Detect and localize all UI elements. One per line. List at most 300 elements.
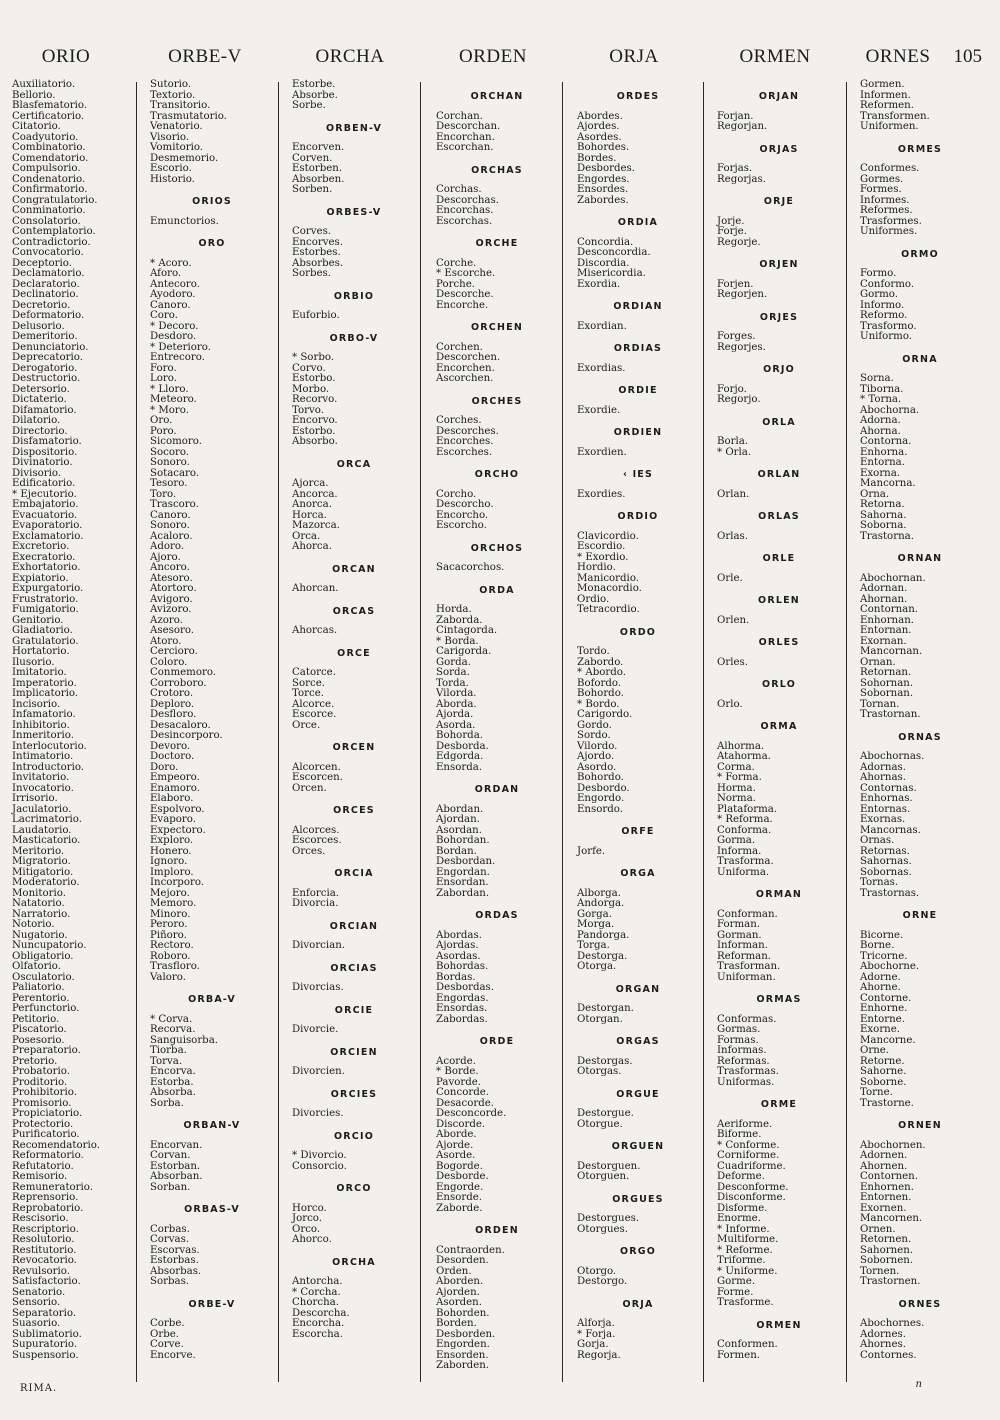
word-entry: Enorme.	[717, 1213, 761, 1224]
word-entry: Uniforman.	[717, 971, 776, 983]
word-entry: Absorban.	[150, 1171, 203, 1182]
word-entry: Tetracordio.	[577, 604, 640, 615]
word-entry: Doro.	[150, 761, 179, 773]
word-entry: Engorde.	[436, 1181, 484, 1193]
word-entry: Bordas.	[436, 971, 476, 983]
word-entry: Deforme.	[717, 1171, 765, 1182]
section-heading: ORCHO	[474, 469, 520, 480]
column-divider	[278, 82, 279, 1382]
word-entry: Declamatorio.	[12, 268, 85, 279]
word-entry: Execratorio.	[12, 551, 76, 563]
word-entry: Obligatorio.	[12, 950, 74, 962]
word-entry: Enhornan.	[860, 614, 914, 626]
word-entry: Interlocutorio.	[12, 740, 87, 752]
word-entry: Inmeritorio.	[12, 730, 74, 741]
word-entry: Adorne.	[860, 971, 901, 983]
word-entry: Espolvoro.	[150, 803, 205, 815]
word-entry: Gorga.	[577, 908, 612, 920]
word-entry: Absorben.	[292, 173, 345, 185]
word-entry: Dilatorio.	[12, 415, 61, 426]
word-entry: Enhornas.	[860, 793, 913, 804]
word-entry: Trasforman.	[717, 961, 781, 972]
word-entry: Tiorba.	[150, 1045, 187, 1056]
word-entry: Divisorio.	[12, 467, 62, 479]
word-entry: Acaloro.	[150, 530, 193, 542]
word-entry: Sorbe.	[292, 100, 326, 111]
word-entry: Estorbes.	[292, 247, 341, 258]
word-entry: Regorjan.	[717, 121, 768, 132]
word-entry: Borden.	[436, 1318, 477, 1329]
word-entry: Piñoro.	[150, 929, 187, 941]
word-entry: Soborna.	[860, 520, 907, 531]
word-entry: Rectoro.	[150, 940, 194, 951]
word-entry: Sobornen.	[860, 1255, 914, 1266]
word-entry: * Moro.	[150, 404, 189, 416]
word-entry: Moderatorio.	[12, 877, 80, 888]
word-entry: Sutorio.	[150, 79, 192, 90]
footer-mark: n	[915, 1379, 922, 1390]
word-entry: Horco.	[292, 1202, 327, 1214]
word-entry: Ahornen.	[860, 1160, 908, 1172]
word-entry: Bellorio.	[12, 89, 56, 101]
word-entry: Desconforme.	[717, 1181, 789, 1193]
word-entry: Zaborde.	[436, 1202, 483, 1214]
word-entry: Gorja.	[577, 1339, 609, 1350]
word-entry: Desborde.	[436, 1171, 489, 1182]
word-entry: * Orla.	[717, 446, 752, 458]
word-entry: Contornas.	[860, 782, 917, 794]
word-entry: Forje.	[717, 226, 747, 237]
word-entry: Encorven.	[292, 142, 345, 153]
word-entry: Incorporo.	[150, 877, 205, 888]
word-entry: Monitorio.	[12, 887, 66, 899]
word-entry: * Decoro.	[150, 320, 199, 332]
section-heading: ORGAN	[615, 983, 661, 995]
word-entry: Conformo.	[860, 278, 915, 290]
word-entry: Gorman.	[717, 929, 762, 941]
word-entry: Dictaterio.	[12, 394, 67, 405]
word-entry: Corchen.	[436, 341, 483, 353]
word-entry: Directorio.	[12, 425, 68, 437]
word-entry: Edgorda.	[436, 751, 484, 762]
word-entry: Engorden.	[436, 1339, 490, 1350]
word-entry: Corma.	[717, 761, 755, 773]
word-entry: Desmemorio.	[150, 152, 219, 164]
word-entry: Sorban.	[150, 1181, 191, 1193]
word-entry: Implicatorio.	[12, 688, 79, 699]
word-entry: Adorna.	[860, 415, 901, 426]
word-entry: Imperatorio.	[12, 677, 77, 689]
word-entry: Engordo.	[577, 793, 625, 804]
word-entry: Informes.	[860, 194, 910, 206]
column-header: ORIO	[41, 46, 91, 67]
word-entry: Bohordas.	[436, 961, 489, 972]
word-entry: Abochorne.	[860, 961, 920, 972]
word-entry: * Reforme.	[717, 1244, 773, 1256]
word-entry: Ayodoro.	[150, 289, 196, 300]
word-entry: Declinatorio.	[12, 289, 79, 300]
word-entry: Incisorio.	[12, 698, 61, 710]
word-entry: Informan.	[717, 940, 768, 951]
section-heading: ORCAS	[332, 605, 376, 617]
section-heading: ORCHAN	[470, 91, 524, 102]
word-entry: Ancorca.	[292, 488, 338, 500]
word-entry: Uniformas.	[717, 1076, 775, 1088]
word-entry: Desborda.	[436, 740, 489, 752]
word-entry: Abochornen.	[860, 1139, 926, 1151]
word-entry: Concorde.	[436, 1087, 489, 1098]
column-divider	[562, 82, 563, 1382]
word-entry: Mancorna.	[860, 478, 916, 489]
word-entry: Alcorcen.	[292, 761, 341, 773]
section-heading: ORGUE	[616, 1088, 660, 1100]
word-entry: Paliatorio.	[12, 982, 65, 993]
word-entry: Deploro.	[150, 698, 195, 710]
word-entry: Soborne.	[860, 1076, 907, 1088]
word-entry: Citatorio.	[12, 121, 61, 132]
word-entry: Invitatorio.	[12, 772, 70, 783]
word-entry: Bordan.	[436, 845, 477, 857]
word-entry: Derogatorio.	[12, 362, 78, 374]
word-entry: Azoro.	[150, 614, 183, 626]
word-entry: Descorchan.	[436, 121, 501, 132]
word-entry: Auxiliatorio.	[12, 79, 76, 90]
word-entry: Forme.	[717, 1286, 754, 1298]
section-heading: ORBES-V	[326, 206, 382, 218]
word-entry: Corve.	[150, 1339, 184, 1350]
word-entry: Rescriptorio.	[12, 1223, 79, 1235]
word-entry: Otorgas.	[577, 1066, 622, 1077]
word-entry: Exordia.	[577, 278, 621, 290]
word-entry: Asordo.	[577, 761, 617, 773]
word-entry: Orce.	[292, 719, 321, 731]
word-entry: Gormas.	[717, 1024, 761, 1035]
word-entry: Orcen.	[292, 782, 327, 794]
word-entry: Ahorne.	[860, 982, 901, 993]
section-heading: ORJA	[622, 1298, 654, 1310]
word-column	[860, 80, 980, 1361]
section-heading: ORJO	[763, 364, 795, 375]
word-entry: Clavicordio.	[577, 530, 639, 542]
word-entry: Olfatorio.	[12, 961, 62, 972]
word-entry: Piscatorio.	[12, 1024, 67, 1035]
word-entry: Orlas.	[717, 530, 749, 542]
word-entry: Edificatorio.	[12, 478, 76, 489]
word-entry: Absorbas.	[150, 1265, 202, 1277]
word-entry: Abochorna.	[860, 404, 920, 416]
word-entry: * Forma.	[717, 772, 762, 783]
word-entry: Biforme.	[717, 1129, 762, 1140]
word-entry: Meritorio.	[12, 845, 65, 857]
word-entry: Ignoro.	[150, 856, 188, 867]
word-entry: Ahorco.	[292, 1234, 332, 1245]
word-entry: Transformen.	[860, 110, 930, 122]
section-heading: ORLO	[762, 679, 796, 690]
word-entry: Bordes.	[577, 152, 617, 164]
word-entry: Suspensorio.	[12, 1349, 79, 1361]
section-heading: ORNES	[898, 1298, 942, 1310]
word-entry: Adoro.	[150, 541, 185, 552]
section-heading: ORME	[760, 1099, 798, 1110]
word-entry: Expiatorio.	[12, 572, 69, 584]
column-header: ORMEN	[739, 46, 811, 67]
word-entry: Exornan.	[860, 635, 907, 647]
section-heading: ORCA	[336, 458, 372, 470]
word-entry: Encorves.	[292, 236, 343, 248]
word-entry: Asordan.	[436, 824, 482, 836]
word-entry: Aborden.	[436, 1276, 484, 1287]
word-entry: Historio.	[150, 173, 195, 185]
word-entry: Intimatorio.	[12, 751, 74, 762]
word-entry: Orden.	[436, 1265, 472, 1277]
word-entry: Conformen.	[717, 1339, 778, 1350]
word-entry: Sorba.	[150, 1097, 184, 1109]
word-entry: Sonoro.	[150, 457, 190, 468]
section-heading: ORLEN	[758, 595, 800, 606]
word-entry: Asesoro.	[150, 625, 195, 636]
word-entry: Proditorio.	[12, 1076, 68, 1088]
word-entry: Divorcian.	[292, 940, 346, 951]
word-entry: Enhornen.	[860, 1181, 914, 1193]
section-heading: ORMO	[901, 248, 939, 260]
word-entry: Gordo.	[577, 719, 612, 731]
section-heading: ORCHE	[475, 238, 519, 249]
section-heading: ORCE	[337, 647, 371, 659]
word-entry: Jorfe.	[577, 845, 606, 857]
word-entry: Orlen.	[717, 614, 750, 626]
section-heading: ORLES	[758, 637, 800, 648]
word-entry: Avizoro.	[150, 604, 192, 615]
word-entry: Retornas.	[860, 845, 910, 857]
word-entry: Meteoro.	[150, 394, 197, 405]
word-entry: Consorcio.	[292, 1160, 347, 1172]
word-entry: Orna.	[860, 488, 890, 500]
word-entry: Ascorchen.	[436, 373, 494, 384]
word-entry: Contemplatorio.	[12, 226, 96, 237]
section-heading: ORCHES	[471, 395, 523, 407]
word-entry: Sobornan.	[860, 688, 914, 699]
section-heading: ORCHEN	[471, 322, 523, 333]
word-entry: Aforo.	[150, 268, 182, 279]
column-header: ORCHA	[315, 46, 385, 67]
word-entry: Consolatorio.	[12, 215, 81, 227]
section-heading: ORNA	[902, 353, 938, 365]
word-entry: Lacrimatorio.	[12, 814, 82, 825]
word-entry: Concordia.	[577, 236, 634, 248]
word-entry: Evaporo.	[150, 814, 196, 825]
word-entry: Dispositorio.	[12, 446, 78, 458]
word-entry: Desincorporo.	[150, 730, 223, 741]
word-entry: * Reforma.	[717, 814, 773, 825]
word-entry: Divorcie.	[292, 1024, 339, 1035]
word-entry: Mejoro.	[150, 887, 190, 899]
word-entry: Sahornen.	[860, 1244, 914, 1256]
word-entry: Peroro.	[150, 919, 188, 930]
word-entry: Discorde.	[436, 1118, 486, 1130]
word-entry: Imitatorio.	[12, 667, 67, 678]
section-heading: ORBAN-V	[183, 1120, 241, 1131]
word-entry: Senatorio.	[12, 1286, 66, 1298]
word-entry: Regorjen.	[717, 289, 768, 300]
word-entry: Encorchan.	[436, 131, 495, 143]
word-entry: * Forja.	[577, 1328, 616, 1340]
section-heading: ORCHA	[332, 1256, 376, 1268]
word-entry: * Torna.	[860, 394, 902, 405]
word-entry: Memoro.	[150, 898, 197, 909]
word-entry: * Conforme.	[717, 1139, 780, 1151]
word-entry: Ahornas.	[860, 772, 907, 783]
word-entry: Enhorna.	[860, 446, 908, 458]
word-entry: Reformo.	[860, 310, 908, 321]
section-heading: ORDE	[479, 1036, 515, 1047]
word-entry: Torva.	[150, 1055, 183, 1067]
word-entry: Reformes.	[860, 205, 913, 216]
footer-label: RIMA.	[20, 1383, 58, 1394]
column-header: ORDEN	[459, 46, 527, 67]
word-entry: Desdoro.	[150, 331, 197, 342]
section-heading: ORCHAS	[471, 164, 523, 176]
section-heading: ORCIAN	[329, 920, 379, 932]
word-entry: Ensordo.	[577, 803, 623, 815]
word-entry: Sorben.	[292, 184, 333, 195]
section-heading: ORDIE	[618, 385, 658, 396]
word-entry: Cuadriforme.	[717, 1160, 786, 1172]
word-entry: Expectoro.	[150, 824, 206, 836]
word-entry: Engordan.	[436, 866, 490, 878]
word-entry: Engordas.	[436, 992, 489, 1004]
word-entry: Trasformo.	[860, 320, 917, 332]
word-entry: Tiborna.	[860, 383, 904, 395]
word-entry: Sorna.	[860, 373, 894, 384]
word-entry: Encorchas.	[436, 205, 494, 216]
word-entry: Conformes.	[860, 163, 920, 174]
column-divider	[703, 82, 704, 1382]
word-entry: Ajordan.	[436, 814, 480, 825]
word-entry: Estorben.	[292, 163, 343, 174]
word-entry: Contradictorio.	[12, 236, 91, 248]
word-entry: * Lloro.	[150, 383, 189, 395]
word-entry: Orca.	[292, 530, 321, 542]
word-entry: Revulsorio.	[12, 1265, 70, 1277]
word-entry: Revocatorio.	[12, 1255, 77, 1266]
word-entry: Trasfloro.	[150, 961, 200, 972]
word-entry: Separatorio.	[12, 1307, 77, 1319]
section-heading: ORDIA	[617, 217, 659, 228]
word-entry: Conformas.	[717, 1013, 777, 1025]
word-entry: Ordio.	[577, 593, 610, 605]
word-entry: Reprensorio.	[12, 1192, 79, 1203]
word-entry: Torne.	[860, 1087, 893, 1098]
section-heading: ORJAS	[759, 143, 799, 155]
word-entry: Ensorde.	[436, 1192, 483, 1203]
word-entry: Propiciatorio.	[12, 1108, 83, 1119]
section-heading: ORLAS	[758, 511, 800, 522]
word-entry: Destructorio.	[12, 373, 81, 384]
word-entry: Zaborden.	[436, 1360, 490, 1371]
word-entry: Sorbes.	[292, 268, 331, 279]
word-entry: Ensordas.	[436, 1003, 488, 1014]
word-entry: Destorgue.	[577, 1108, 634, 1119]
word-entry: Zabordas.	[436, 1013, 488, 1025]
section-heading: ORGUEN	[611, 1141, 665, 1152]
word-entry: Embajatorio.	[12, 499, 79, 510]
word-entry: Gorma.	[717, 835, 756, 846]
word-entry: Ajorde.	[436, 1139, 474, 1151]
word-entry: Exhortatorio.	[12, 562, 81, 573]
word-entry: Absorbe.	[292, 89, 338, 101]
word-entry: Sensorio.	[12, 1297, 61, 1308]
section-heading: ORNAS	[898, 731, 942, 743]
word-entry: Ahornan.	[860, 593, 908, 605]
word-entry: Migratorio.	[12, 856, 71, 867]
word-entry: Doctoro.	[150, 751, 195, 762]
word-entry: Escorces.	[292, 835, 342, 846]
word-entry: Congratulatorio.	[12, 194, 98, 206]
word-entry: Exploro.	[150, 835, 194, 846]
section-heading: ORLE	[762, 553, 796, 564]
word-entry: Antecoro.	[150, 278, 200, 290]
word-entry: Orces.	[292, 845, 326, 857]
word-entry: Corche.	[436, 257, 477, 269]
word-entry: Otorgues.	[577, 1223, 629, 1235]
word-entry: Elaboro.	[150, 793, 194, 804]
word-entry: Exorna.	[860, 467, 901, 479]
word-entry: Corcho.	[436, 488, 477, 500]
word-entry: Tesoro.	[150, 478, 188, 489]
word-entry: Sublimatorio.	[12, 1328, 82, 1340]
word-entry: Alcorces.	[292, 824, 340, 836]
word-entry: Zabordan.	[436, 887, 490, 899]
section-heading: ORNAN	[897, 553, 943, 564]
word-entry: * Deterioro.	[150, 341, 211, 353]
word-entry: Corbe.	[150, 1318, 185, 1329]
column-header: ORBE-V	[168, 46, 242, 67]
word-entry: Orlo.	[717, 698, 743, 710]
word-entry: Escorches.	[436, 446, 493, 458]
word-entry: Uniformo.	[860, 331, 913, 342]
word-entry: Ahorca.	[292, 541, 332, 552]
section-heading: ORDIO	[617, 511, 659, 522]
word-entry: Confirmatorio.	[12, 184, 88, 195]
word-entry: Supuratorio.	[12, 1339, 78, 1350]
word-entry: Desorden.	[436, 1255, 489, 1266]
word-entry: Engordes.	[577, 173, 630, 185]
word-entry: * Borda.	[436, 635, 479, 647]
word-entry: Divinatorio.	[12, 457, 73, 468]
word-entry: Convocatorio.	[12, 247, 84, 258]
word-entry: Ahorna.	[860, 425, 901, 437]
word-entry: * Sorbo.	[292, 352, 335, 363]
word-entry: Ahorcan.	[292, 583, 339, 594]
word-entry: Divorcien.	[292, 1066, 345, 1077]
word-entry: Atesoro.	[150, 572, 193, 584]
word-entry: Gormen.	[860, 79, 905, 90]
word-entry: Aeriforme.	[717, 1118, 773, 1130]
word-entry: Torga.	[577, 940, 610, 951]
word-entry: Adornes.	[860, 1328, 906, 1340]
word-entry: Contorna.	[860, 436, 912, 447]
word-entry: Venatorio.	[150, 121, 203, 132]
word-entry: * Abordo.	[577, 667, 626, 678]
word-entry: Horma.	[717, 782, 756, 794]
word-entry: Destorgues.	[577, 1213, 640, 1224]
word-entry: Descorcha.	[292, 1307, 350, 1319]
section-heading: ORNE	[902, 910, 938, 921]
word-entry: Escorcho.	[436, 520, 487, 531]
word-entry: Escorce.	[292, 709, 337, 720]
word-entry: Jorje.	[717, 215, 745, 227]
word-entry: Osculatorio.	[12, 971, 75, 983]
